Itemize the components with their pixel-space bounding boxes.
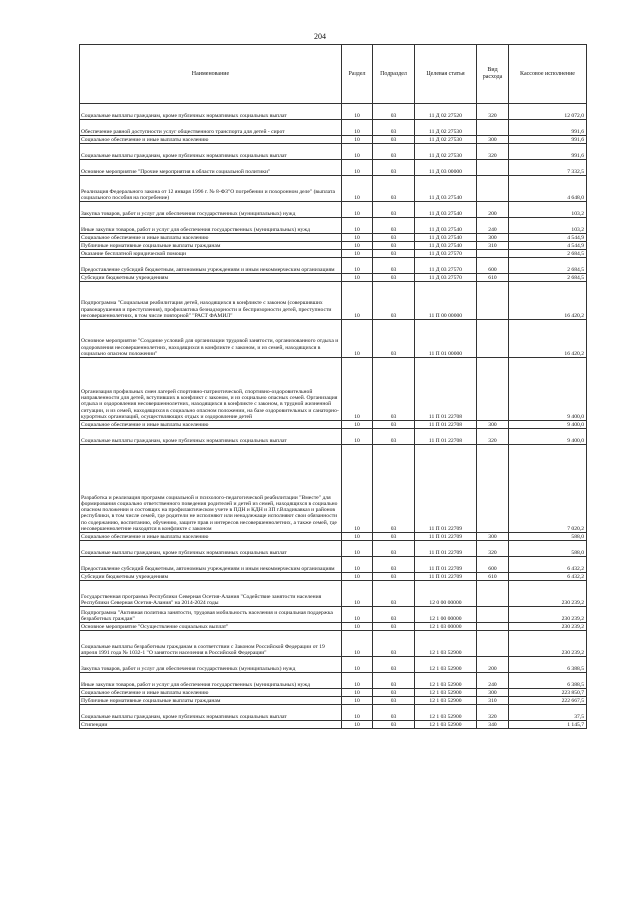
cell-name: Иные закупки товаров, работ и услуг для обеспечения государственных (муниципальных) нужд	[80, 218, 342, 234]
cell-target: 11 П 01 22709	[415, 557, 477, 573]
cell-razdel: 10	[342, 705, 373, 721]
cell-vid: 300	[477, 533, 509, 541]
cell-target: 11 Д 03 27540	[415, 176, 477, 202]
cell-podrazdel: 03	[373, 234, 415, 242]
cell-vid	[477, 250, 509, 258]
budget-table	[79, 44, 587, 729]
cell-vid: 310	[477, 697, 509, 705]
cell-podrazdel: 03	[373, 320, 415, 358]
header-amount: Кассовое исполнение	[509, 45, 587, 104]
cell-name: Организация профильных смен лагерей спортивно-патриотической, спортивно-оздоровительной направленности для детей, вступивших в конфликт с законом, и из социально опасных семей. Организация отдыха и оздоровления несовершеннолетних, находящихся в конфликте с законом, в трудной жизненной ситуации, и из семей, находящихся в социально опасном положении, на базе оздоровительных и санаторно-курортных организаций, осуществляющих отдых и оздоровление детей	[80, 358, 342, 421]
cell-amount: 2 684,5	[509, 274, 587, 282]
cell-podrazdel: 03	[373, 421, 415, 429]
cell-target: 11 П 01 22708	[415, 421, 477, 429]
cell-amount: 6 388,5	[509, 673, 587, 689]
cell-amount: 7 020,2	[509, 445, 587, 533]
cell-razdel: 10	[342, 242, 373, 250]
cell-target: 11 Д 03 27540	[415, 202, 477, 218]
header-name: Наименование	[80, 45, 342, 104]
cell-target: 12 1 00 00000	[415, 607, 477, 623]
cell-vid: 340	[477, 721, 509, 729]
cell-vid	[477, 176, 509, 202]
cell-name: Иные закупки товаров, работ и услуг для обеспечения государственных (муниципальных) нужд	[80, 673, 342, 689]
cell-podrazdel: 03	[373, 160, 415, 176]
table-header-row	[80, 45, 587, 104]
cell-target: 11 П 01 22709	[415, 573, 477, 581]
table-row	[80, 697, 587, 705]
table-row	[80, 120, 587, 136]
cell-name: Подпрограмма "Активная политика занятости, трудовая мобильность населения и социальная поддержка безработных граждан"	[80, 607, 342, 623]
cell-razdel: 10	[342, 120, 373, 136]
page-number: 204	[314, 32, 326, 41]
cell-amount: 103,2	[509, 202, 587, 218]
cell-amount: 7 332,5	[509, 160, 587, 176]
cell-target: 11 П 01 22708	[415, 358, 477, 421]
header-razdel: Раздел	[342, 45, 373, 104]
cell-podrazdel: 03	[373, 623, 415, 631]
cell-name: Субсидии бюджетным учреждениям	[80, 274, 342, 282]
cell-podrazdel: 03	[373, 581, 415, 607]
cell-vid: 600	[477, 557, 509, 573]
cell-razdel: 10	[342, 136, 373, 144]
cell-name: Стипендии	[80, 721, 342, 729]
cell-name: Социальные выплаты гражданам, кроме публичных нормативных социальных выплат	[80, 429, 342, 445]
table-row	[80, 705, 587, 721]
cell-target: 12 1 03 52900	[415, 697, 477, 705]
cell-podrazdel: 03	[373, 120, 415, 136]
cell-name: Государственная программа Республики Северная Осетия-Алания "Содействие занятости населения Республики Северная Осетия-Алания" на 2014-2024 годы	[80, 581, 342, 607]
cell-amount: 9 400,0	[509, 358, 587, 421]
cell-podrazdel: 03	[373, 445, 415, 533]
cell-vid: 610	[477, 573, 509, 581]
cell-name: Публичные нормативные социальные выплаты гражданам	[80, 697, 342, 705]
table-row	[80, 104, 587, 120]
cell-razdel: 10	[342, 533, 373, 541]
cell-razdel: 10	[342, 358, 373, 421]
cell-target: 12 1 03 52900	[415, 721, 477, 729]
cell-podrazdel: 03	[373, 242, 415, 250]
cell-podrazdel: 03	[373, 250, 415, 258]
cell-amount: 16 420,2	[509, 320, 587, 358]
cell-name: Основное мероприятие "Создание условий для организации трудовой занятости, организованного отдыха и оздоровления несовершеннолетних, находящихся в конфликте с законом, и из семей, находящихся в социально опасном положении"	[80, 320, 342, 358]
cell-vid	[477, 581, 509, 607]
cell-razdel: 10	[342, 697, 373, 705]
cell-podrazdel: 03	[373, 657, 415, 673]
cell-razdel: 10	[342, 104, 373, 120]
table-row	[80, 631, 587, 657]
cell-target: 11 П 01 22709	[415, 533, 477, 541]
cell-target: 11 Д 03 27570	[415, 274, 477, 282]
cell-target: 12 1 03 52900	[415, 673, 477, 689]
cell-razdel: 10	[342, 673, 373, 689]
cell-amount: 1 145,7	[509, 721, 587, 729]
cell-target: 11 Д 03 27540	[415, 242, 477, 250]
table-row	[80, 136, 587, 144]
cell-razdel: 10	[342, 320, 373, 358]
table-row	[80, 282, 587, 320]
cell-name: Социальное обеспечение и иные выплаты населению	[80, 533, 342, 541]
cell-name: Субсидии бюджетным учреждениям	[80, 573, 342, 581]
cell-vid	[477, 282, 509, 320]
cell-target: 11 П 01 00000	[415, 320, 477, 358]
cell-name: Закупка товаров, работ и услуг для обеспечения государственных (муниципальных) нужд	[80, 657, 342, 673]
cell-amount: 223 850,7	[509, 689, 587, 697]
cell-amount: 991,6	[509, 120, 587, 136]
cell-target: 12 1 03 52900	[415, 631, 477, 657]
cell-target: 11 Д 03 00000	[415, 160, 477, 176]
cell-vid: 320	[477, 104, 509, 120]
cell-razdel: 10	[342, 160, 373, 176]
cell-target: 11 Д 03 27570	[415, 258, 477, 274]
cell-podrazdel: 03	[373, 689, 415, 697]
cell-podrazdel: 03	[373, 721, 415, 729]
cell-podrazdel: 03	[373, 631, 415, 657]
cell-target: 11 П 00 00000	[415, 282, 477, 320]
cell-target: 12 1 03 52900	[415, 657, 477, 673]
cell-target: 11 Д 02 27520	[415, 104, 477, 120]
cell-razdel: 10	[342, 721, 373, 729]
cell-vid: 320	[477, 705, 509, 721]
cell-name: Публичные нормативные социальные выплаты гражданам	[80, 242, 342, 250]
cell-razdel: 10	[342, 689, 373, 697]
cell-podrazdel: 03	[373, 557, 415, 573]
cell-vid: 200	[477, 657, 509, 673]
table-row	[80, 533, 587, 541]
cell-name: Основное мероприятие "Прочие мероприятия в области социальной политики"	[80, 160, 342, 176]
cell-podrazdel: 03	[373, 705, 415, 721]
header-vid: Вид расхода	[477, 45, 509, 104]
cell-amount: 6 388,5	[509, 657, 587, 673]
cell-target: 11 П 01 22709	[415, 541, 477, 557]
cell-target: 11 Д 03 27540	[415, 218, 477, 234]
cell-podrazdel: 03	[373, 358, 415, 421]
cell-name: Социальные выплаты безработным гражданам в соответствии с Законом Российской Федерации от 19 апреля 1991 года № 1032-1 "О занятости населения в Российской Федерации"	[80, 631, 342, 657]
cell-vid	[477, 120, 509, 136]
cell-target: 11 Д 03 27540	[415, 234, 477, 242]
cell-vid: 300	[477, 136, 509, 144]
cell-podrazdel: 03	[373, 607, 415, 623]
table-row	[80, 274, 587, 282]
cell-target: 11 Д 02 27530	[415, 120, 477, 136]
cell-target: 11 П 01 22708	[415, 429, 477, 445]
cell-razdel: 10	[342, 573, 373, 581]
cell-target: 11 Д 03 27570	[415, 250, 477, 258]
cell-vid: 240	[477, 673, 509, 689]
cell-amount: 9 400,0	[509, 421, 587, 429]
cell-podrazdel: 03	[373, 673, 415, 689]
cell-amount: 991,6	[509, 144, 587, 160]
cell-amount: 6 432,2	[509, 557, 587, 573]
cell-name: Оказание бесплатной юридической помощи	[80, 250, 342, 258]
cell-amount: 4 648,0	[509, 176, 587, 202]
table-row	[80, 581, 587, 607]
cell-vid: 300	[477, 689, 509, 697]
cell-podrazdel: 03	[373, 144, 415, 160]
cell-razdel: 10	[342, 557, 373, 573]
cell-podrazdel: 03	[373, 258, 415, 274]
cell-vid	[477, 358, 509, 421]
cell-podrazdel: 03	[373, 176, 415, 202]
table-row	[80, 258, 587, 274]
cell-amount: 4 544,9	[509, 242, 587, 250]
cell-target: 12 1 03 52900	[415, 689, 477, 697]
cell-vid: 610	[477, 274, 509, 282]
table-row	[80, 557, 587, 573]
cell-name: Реализация Федерального закона от 12 января 1996 г. № 8-ФЗ"О погребении и похоронном деле" (выплата социального пособия на погребение)	[80, 176, 342, 202]
cell-name: Социальное обеспечение и иные выплаты населению	[80, 234, 342, 242]
table-row	[80, 429, 587, 445]
cell-amount: 2 684,5	[509, 250, 587, 258]
cell-razdel: 10	[342, 631, 373, 657]
table-row	[80, 358, 587, 421]
table-row	[80, 445, 587, 533]
cell-target: 12 1 03 00000	[415, 623, 477, 631]
cell-name: Социальные выплаты гражданам, кроме публичных нормативных социальных выплат	[80, 144, 342, 160]
cell-vid: 240	[477, 218, 509, 234]
cell-name: Социальные выплаты гражданам, кроме публичных нормативных социальных выплат	[80, 705, 342, 721]
cell-razdel: 10	[342, 144, 373, 160]
cell-vid	[477, 607, 509, 623]
cell-vid: 300	[477, 234, 509, 242]
cell-razdel: 10	[342, 429, 373, 445]
table-body	[80, 104, 587, 729]
cell-vid	[477, 631, 509, 657]
cell-razdel: 10	[342, 445, 373, 533]
cell-amount: 222 667,5	[509, 697, 587, 705]
cell-vid	[477, 623, 509, 631]
cell-name: Социальное обеспечение и иные выплаты населению	[80, 689, 342, 697]
cell-vid: 320	[477, 144, 509, 160]
table-row	[80, 144, 587, 160]
cell-vid: 600	[477, 258, 509, 274]
cell-amount: 588,0	[509, 533, 587, 541]
table-row	[80, 721, 587, 729]
table-row	[80, 234, 587, 242]
cell-name: Подпрограмма "Социальная реабилитация детей, находящихся в конфликте с законом (совершивших правонарушения и преступления), профилактика безнадзорности и беспризорности детей, преступности несовершеннолетних, в том числе повторной" "РАСТ ФАМИЛ"	[80, 282, 342, 320]
cell-razdel: 10	[342, 541, 373, 557]
cell-podrazdel: 03	[373, 541, 415, 557]
cell-razdel: 10	[342, 218, 373, 234]
cell-razdel: 10	[342, 421, 373, 429]
cell-podrazdel: 03	[373, 533, 415, 541]
cell-razdel: 10	[342, 202, 373, 218]
cell-razdel: 10	[342, 176, 373, 202]
table-row	[80, 176, 587, 202]
cell-target: 11 П 01 22709	[415, 445, 477, 533]
cell-vid: 320	[477, 429, 509, 445]
cell-amount: 6 432,2	[509, 573, 587, 581]
cell-amount: 230 239,2	[509, 581, 587, 607]
cell-vid	[477, 445, 509, 533]
cell-razdel: 10	[342, 282, 373, 320]
cell-podrazdel: 03	[373, 218, 415, 234]
table-row	[80, 242, 587, 250]
cell-name: Предоставление субсидий бюджетным, автономным учреждениям и иным некоммерческим организациям	[80, 557, 342, 573]
cell-razdel: 10	[342, 234, 373, 242]
cell-target: 12 0 00 00000	[415, 581, 477, 607]
cell-amount: 991,6	[509, 136, 587, 144]
cell-podrazdel: 03	[373, 697, 415, 705]
cell-target: 11 Д 02 27530	[415, 136, 477, 144]
cell-name: Обеспечение равной доступности услуг общественного транспорта для детей - сирот	[80, 120, 342, 136]
cell-podrazdel: 03	[373, 274, 415, 282]
cell-vid	[477, 160, 509, 176]
cell-name: Разработка и реализация программ социальной и психолого-педагогической реабилитации "Вместе" для формирования социально ответственного поведения родителей и детей из семей, находящихся в социально опасном положении и состоящих на профилактическом учете в ПДН и КДН и ЗП г.Владикавказ и районов республики, в том числе семей, где родители не исполняют или ненадлежаще исполняют свои обязанности по содержанию, воспитанию, обучению, защите прав и интересов несовершеннолетних, а также семей, где несовершеннолетние находятся в конфликте с законом	[80, 445, 342, 533]
table-row	[80, 607, 587, 623]
cell-podrazdel: 03	[373, 136, 415, 144]
cell-podrazdel: 03	[373, 573, 415, 581]
cell-name: Основное мероприятие "Осуществление социальных выплат"	[80, 623, 342, 631]
table-row	[80, 250, 587, 258]
cell-name: Социальное обеспечение и иные выплаты населению	[80, 136, 342, 144]
cell-amount: 588,0	[509, 541, 587, 557]
cell-amount: 230 239,2	[509, 607, 587, 623]
cell-razdel: 10	[342, 623, 373, 631]
cell-amount: 2 684,5	[509, 258, 587, 274]
table-row	[80, 421, 587, 429]
cell-podrazdel: 03	[373, 282, 415, 320]
cell-name: Социальные выплаты гражданам, кроме публичных нормативных социальных выплат	[80, 104, 342, 120]
cell-name: Социальные выплаты гражданам, кроме публичных нормативных социальных выплат	[80, 541, 342, 557]
cell-razdel: 10	[342, 274, 373, 282]
cell-target: 12 1 03 52900	[415, 705, 477, 721]
cell-amount: 230 239,2	[509, 631, 587, 657]
cell-name: Социальное обеспечение и иные выплаты населению	[80, 421, 342, 429]
table-row	[80, 160, 587, 176]
cell-amount: 12 072,0	[509, 104, 587, 120]
cell-razdel: 10	[342, 258, 373, 274]
cell-target: 11 Д 02 27530	[415, 144, 477, 160]
cell-razdel: 10	[342, 607, 373, 623]
table-row	[80, 689, 587, 697]
table-row	[80, 673, 587, 689]
header-target: Целевая статья	[415, 45, 477, 104]
table-row	[80, 218, 587, 234]
table-row	[80, 657, 587, 673]
table-row	[80, 573, 587, 581]
cell-razdel: 10	[342, 657, 373, 673]
cell-podrazdel: 03	[373, 429, 415, 445]
table-row	[80, 541, 587, 557]
table-row	[80, 202, 587, 218]
cell-vid: 200	[477, 202, 509, 218]
cell-vid	[477, 320, 509, 358]
cell-podrazdel: 03	[373, 202, 415, 218]
header-podrazdel: Подраздел	[373, 45, 415, 104]
cell-amount: 16 420,2	[509, 282, 587, 320]
cell-razdel: 10	[342, 581, 373, 607]
cell-amount: 230 239,2	[509, 623, 587, 631]
cell-name: Предоставление субсидий бюджетным, автономным учреждениям и иным некоммерческим организациям	[80, 258, 342, 274]
table-row	[80, 623, 587, 631]
cell-amount: 9 400,0	[509, 429, 587, 445]
cell-vid: 320	[477, 541, 509, 557]
cell-name: Закупка товаров, работ и услуг для обеспечения государственных (муниципальных) нужд	[80, 202, 342, 218]
table-row	[80, 320, 587, 358]
cell-podrazdel: 03	[373, 104, 415, 120]
cell-vid: 300	[477, 421, 509, 429]
cell-vid: 310	[477, 242, 509, 250]
cell-razdel: 10	[342, 250, 373, 258]
cell-amount: 37,5	[509, 705, 587, 721]
cell-amount: 4 544,9	[509, 234, 587, 242]
cell-amount: 103,2	[509, 218, 587, 234]
